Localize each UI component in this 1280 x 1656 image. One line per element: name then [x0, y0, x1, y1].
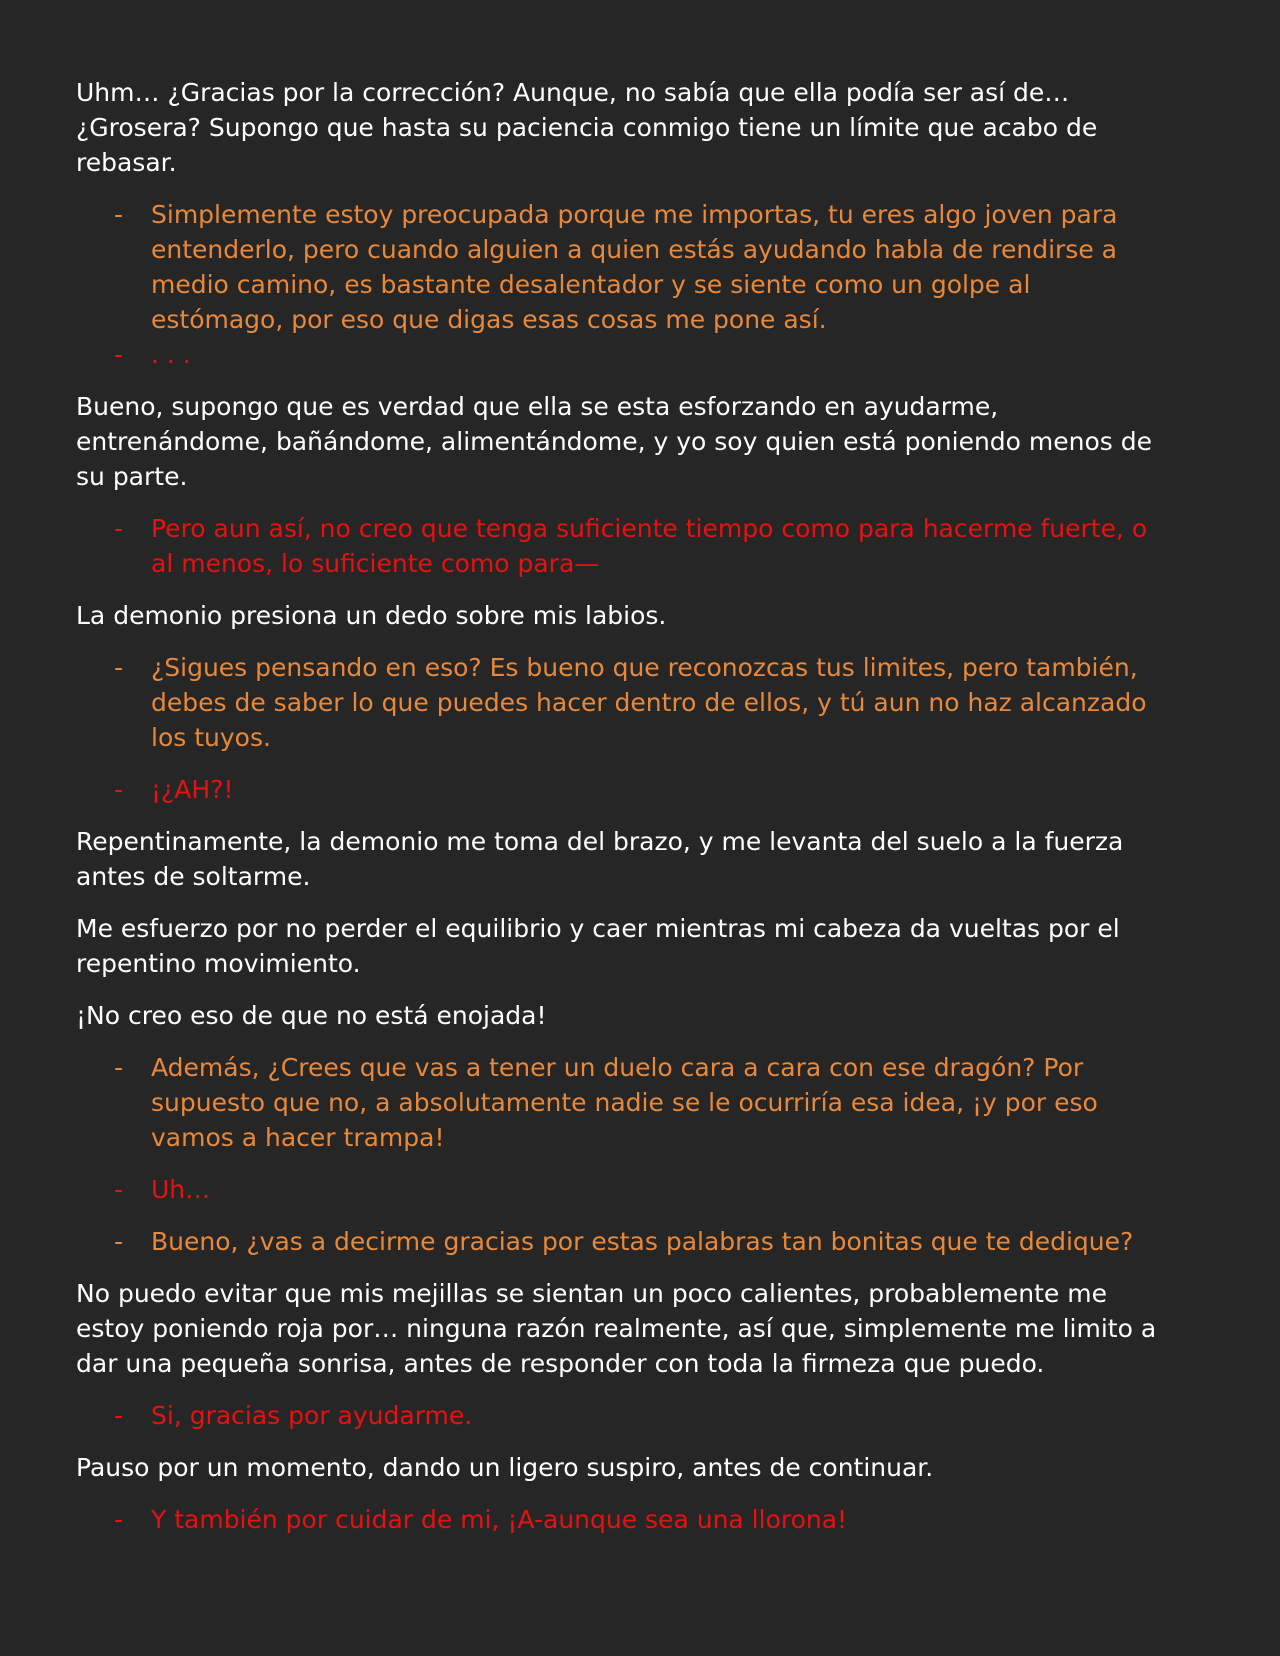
- dialogue-dash: -: [114, 340, 124, 369]
- dialogue-dash: -: [114, 200, 124, 229]
- dialogue-dash: -: [114, 1053, 124, 1082]
- dialogue-text: ¿Sigues pensando en eso? Es bueno que reconozcas tus limites, pero también, debes de saber lo que puedes hacer dentro de ellos, y tú aun no haz alcanzado los tuyos.: [151, 653, 1147, 752]
- narration-paragraph: No puedo evitar que mis mejillas se sientan un poco calientes, probablemente me estoy poniendo roja por… ninguna razón realmente, así que, simplemente me limito a dar una pequeña sonrisa, antes de responder con toda la firmeza que puedo.: [76, 1279, 1157, 1378]
- dialogue-line-demon: [76, 1224, 1160, 1259]
- narration-paragraph: La demonio presiona un dedo sobre mis labios.: [76, 601, 667, 630]
- dialogue-line-protagonist: [76, 511, 1160, 581]
- dialogue-line-demon: [76, 650, 1160, 755]
- dialogue-text: Simplemente estoy preocupada porque me importas, tu eres algo joven para entenderlo, pero cuando alguien a quien estás ayudando habla de rendirse a medio camino, es bastante desalentador y se siente como un golpe al estómago, por eso que digas esas cosas me pone así.: [151, 200, 1118, 334]
- narration-paragraph: Pauso por un momento, dando un ligero suspiro, antes de continuar.: [76, 1453, 934, 1482]
- dialogue-text: ¡¿AH?!: [151, 775, 234, 804]
- dialogue-text: Bueno, ¿vas a decirme gracias por estas palabras tan bonitas que te dedique?: [151, 1227, 1134, 1256]
- dialogue-text: Además, ¿Crees que vas a tener un duelo cara a cara con ese dragón? Por supuesto que no, a absolutamente nadie se le ocurriría esa idea, ¡y por eso vamos a hacer trampa!: [151, 1053, 1098, 1152]
- narration-paragraph: Me esfuerzo por no perder el equilibrio y caer mientras mi cabeza da vueltas por el repentino movimiento.: [76, 914, 1120, 978]
- dialogue-line-protagonist: [76, 1502, 1160, 1537]
- narration-paragraph: ¡No creo eso de que no está enojada!: [76, 1001, 547, 1030]
- narration-paragraph: Bueno, supongo que es verdad que ella se esta esforzando en ayudarme, entrenándome, bañándome, alimentándome, y yo soy quien está poniendo menos de su parte.: [76, 392, 1153, 491]
- dialogue-text: . . .: [151, 340, 191, 369]
- dialogue-line-protagonist: [76, 337, 1160, 372]
- dialogue-dash: -: [114, 653, 124, 682]
- dialogue-dash: -: [114, 775, 124, 804]
- dialogue-dash: -: [114, 1505, 124, 1534]
- dialogue-text: Uh…: [151, 1175, 211, 1204]
- narration-paragraph: Repentinamente, la demonio me toma del brazo, y me levanta del suelo a la fuerza antes de soltarme.: [76, 827, 1124, 891]
- dialogue-text: Y también por cuidar de mi, ¡A-aunque sea una llorona!: [151, 1505, 848, 1534]
- dialogue-line-protagonist: [76, 1172, 1160, 1207]
- dialogue-line-demon: [76, 197, 1160, 337]
- dialogue-text: Pero aun así, no creo que tenga suficiente tiempo como para hacerme fuerte, o al menos, lo suficiente como para—: [151, 514, 1148, 578]
- dialogue-dash: -: [114, 1227, 124, 1256]
- narration-paragraph: Uhm… ¿Gracias por la corrección? Aunque, no sabía que ella podía ser así de… ¿Grosera? Supongo que hasta su paciencia conmigo tiene un límite que acabo de rebasar.: [76, 78, 1098, 177]
- dialogue-dash: -: [114, 1401, 124, 1430]
- dialogue-text: Si, gracias por ayudarme.: [151, 1401, 473, 1430]
- dialogue-dash: -: [114, 1175, 124, 1204]
- dialogue-dash: -: [114, 514, 124, 543]
- dialogue-line-demon: [76, 1050, 1160, 1155]
- dialogue-line-protagonist: [76, 772, 1160, 807]
- dialogue-line-protagonist: [76, 1398, 1160, 1433]
